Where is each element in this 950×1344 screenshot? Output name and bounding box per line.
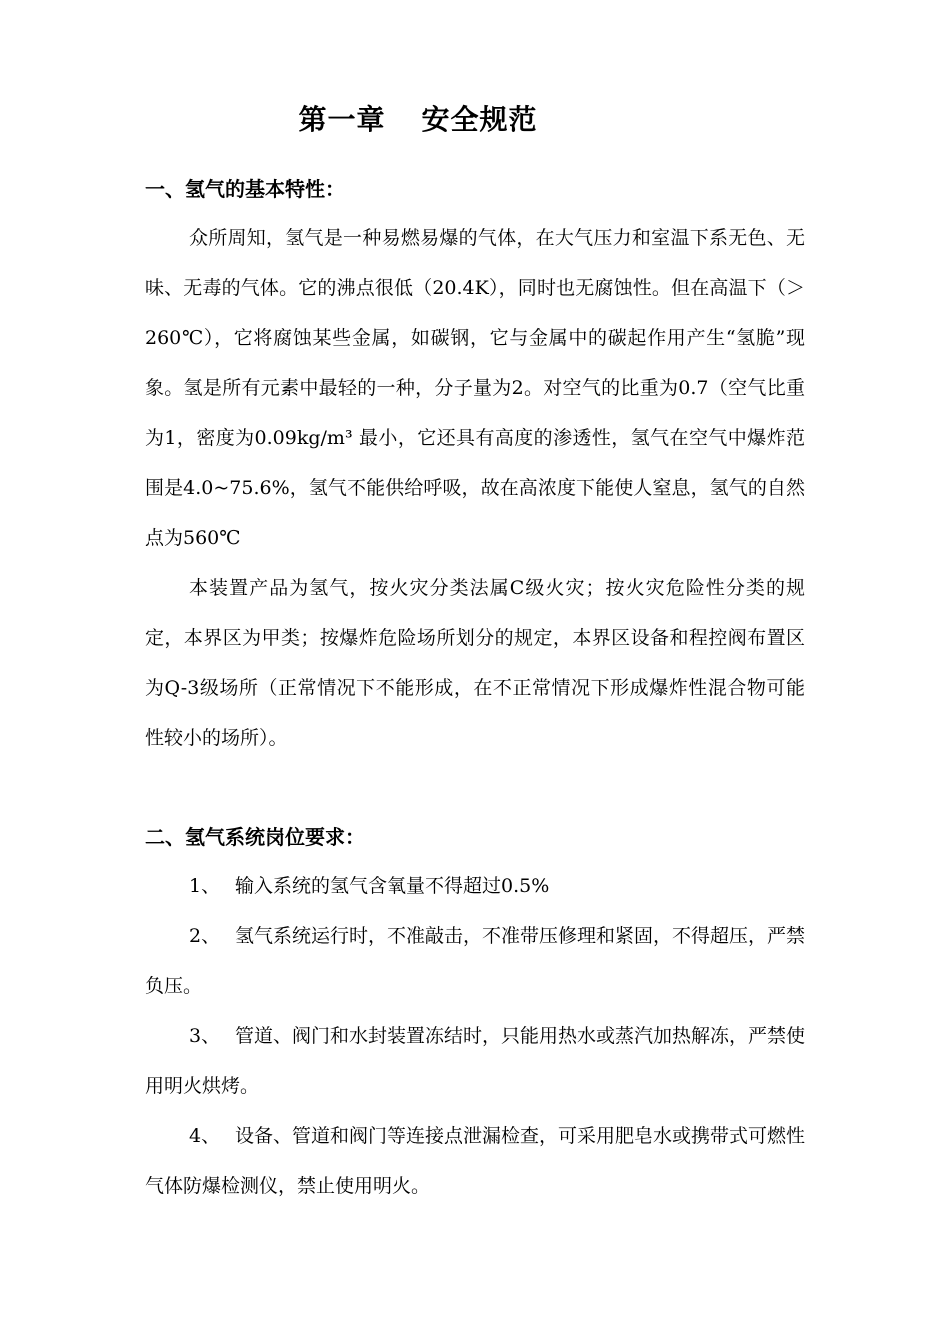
list-item-text: 管道、阀门和水封装置冻结时，只能用热水或蒸汽加热解冻，严禁使用明火烘烤。 — [145, 1025, 806, 1097]
list-item — [145, 861, 805, 911]
chapter-number: 第一章 — [298, 103, 386, 136]
paragraph-hydrogen-properties: 众所周知，氢气是一种易燃易爆的气体，在大气压力和室温下系无色、无味、无毒的气体。它的沸点很低（20.4K），同时也无腐蚀性。但在高温下（＞260℃），它将腐蚀某些金属，如碳钢，它与金属中的碳起作用产生“氢脆”现象。氢是所有元素中最轻的一种，分子量为2。对空气的比重为0.7（空气比重为1，密度为0.09kg/m³ 最小，它还具有高度的渗透性，氢气在空气中爆炸范围是4.0~75.6%，氢气不能供给呼吸，故在高浓度下能使人窒息，氢气的自然点为560℃ — [145, 227, 805, 549]
chapter-title — [0, 102, 836, 138]
list-item-number: 3、 — [189, 1025, 221, 1047]
list-item-number: 1、 — [189, 875, 221, 897]
list-item-number: 4、 — [189, 1125, 221, 1147]
list-item — [145, 911, 805, 1011]
list-item-text: 设备、管道和阀门等连接点泄漏检查，可采用肥皂水或携带式可燃性气体防爆检测仪，禁止使用明火。 — [145, 1125, 806, 1197]
paragraph-fire-classification: 本装置产品为氢气，按火灾分类法属C级火灾；按火灾危险性分类的规定，本界区为甲类；按爆炸危险场所划分的规定，本界区设备和程控阀布置区为Q-3级场所（正常情况下不能形成，在不正常情况下形成爆炸性混合物可能性较小的场所）。 — [145, 577, 805, 749]
section-heading-requirements: 二、氢气系统岗位要求： — [145, 825, 365, 849]
list-item-text: 输入系统的氢气含氧量不得超过0.5% — [235, 875, 550, 897]
list-item-number: 2、 — [189, 925, 221, 947]
list-item — [145, 1111, 805, 1211]
list-item-text: 氢气系统运行时，不准敲击，不准带压修理和紧固，不得超压，严禁负压。 — [145, 925, 806, 997]
chapter-name: 安全规范 — [421, 103, 538, 136]
section-heading-properties: 一、氢气的基本特性： — [145, 177, 345, 201]
list-item — [145, 1011, 805, 1111]
